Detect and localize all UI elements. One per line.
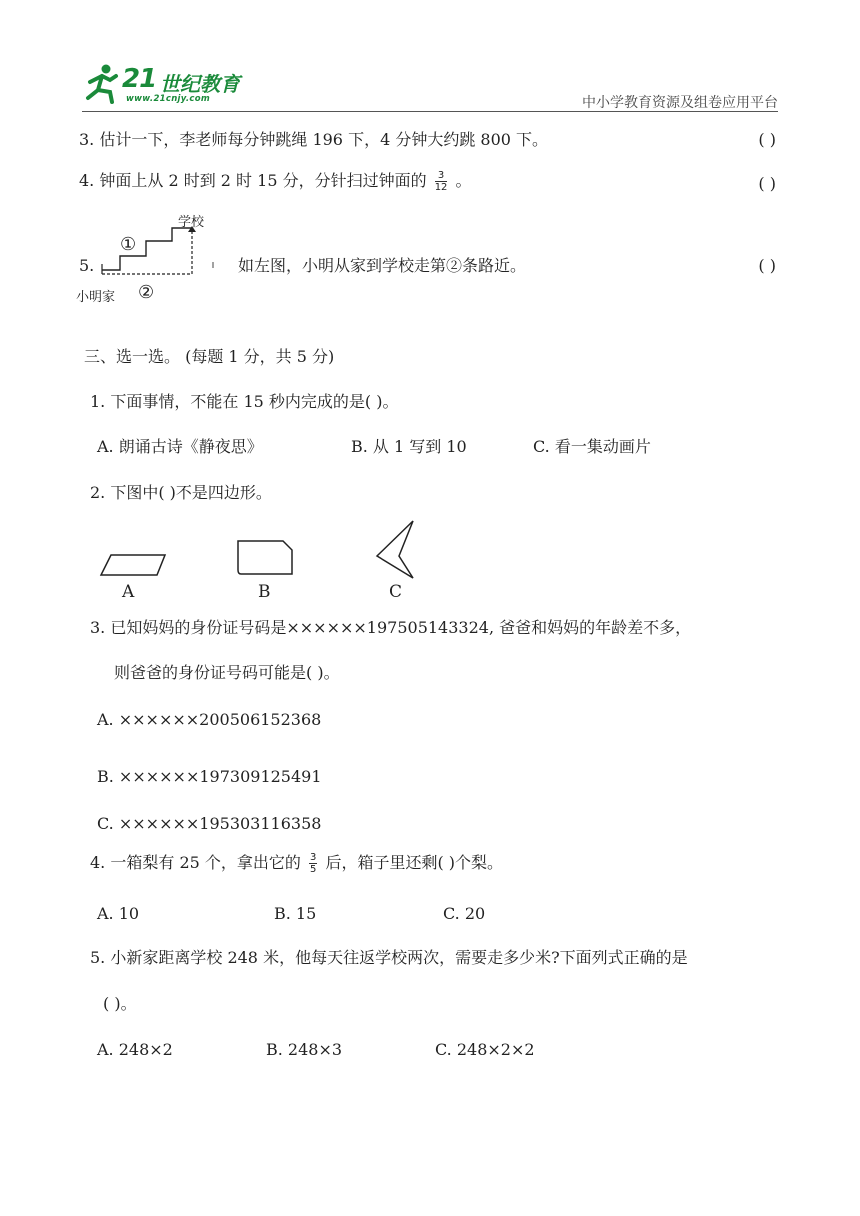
concave-shape <box>377 521 413 578</box>
logo-number: 21 <box>122 64 157 94</box>
choice-q5-option-b: B. 248×3 <box>266 1040 343 1059</box>
figure-route1-label: ① <box>120 234 137 255</box>
judge-q4-text-before: 4. 钟面上从 2 时到 2 时 15 分，分针扫过钟面的 <box>79 171 427 190</box>
pentagon-shape <box>238 541 292 574</box>
judge-q5-paren: ( ) <box>758 256 776 275</box>
fraction-denominator: 12 <box>434 182 448 193</box>
choice-q4-stem-after: 后，箱子里还剩( )个梨。 <box>325 853 504 872</box>
shape-label-c: C <box>389 582 403 602</box>
logo-text: 世纪教育 <box>160 72 240 96</box>
choice-q4-fraction <box>309 852 317 875</box>
choice-q5-option-a: A. 248×2 <box>97 1040 173 1059</box>
header-divider <box>82 111 778 112</box>
choice-q1-stem: 1. 下面事情，不能在 15 秒内完成的是( )。 <box>90 392 399 411</box>
judge-q4-fraction <box>435 170 448 193</box>
figure-school-label: 学校 <box>178 215 205 230</box>
judge-q5-text: 如左图，小明从家到学校走第②条路近。 <box>238 256 527 275</box>
fraction-numerator: 3 <box>309 852 317 863</box>
judge-q3-text: 3. 估计一下，李老师每分钟跳绳 196 下，4 分钟大约跳 800 下。 <box>79 130 549 149</box>
route-figure <box>76 208 226 304</box>
choice-q1-option-a: A. 朗诵古诗《静夜思》 <box>97 437 263 456</box>
section3-title: 三、选一选。 (每题 1 分，共 5 分) <box>84 347 335 366</box>
shapes-figure <box>95 518 425 582</box>
judge-q5-number: 5. <box>79 256 95 275</box>
choice-q3-stem-line2: 则爸爸的身份证号码可能是( )。 <box>114 663 340 682</box>
choice-q4-stem <box>90 852 503 875</box>
shape-label-a: A <box>122 582 135 602</box>
choice-q5-stem-line2: ( )。 <box>103 994 137 1013</box>
logo <box>82 62 252 106</box>
judge-q3-paren: ( ) <box>758 130 776 149</box>
judge-q4-text-after: 。 <box>455 171 472 190</box>
runner-icon <box>82 62 122 106</box>
choice-q5-stem-line1: 5. 小新家距离学校 248 米，他每天往返学校两次，需要走多少米?下面列式正确的是 <box>90 948 688 967</box>
choice-q3-option-b: B. ××××××197309125491 <box>97 767 322 786</box>
choice-q4-stem-before: 4. 一箱梨有 25 个，拿出它的 <box>90 853 301 872</box>
choice-q3-option-c: C. ××××××195303116358 <box>97 814 322 833</box>
judge-q4-paren: ( ) <box>758 174 776 193</box>
parallelogram-shape <box>101 555 165 575</box>
choice-q1-option-c: C. 看一集动画片 <box>533 437 651 456</box>
choice-q4-option-b: B. 15 <box>274 904 317 923</box>
logo-url: www.21cnjy.com <box>126 94 210 104</box>
fraction-denominator: 5 <box>309 864 317 875</box>
shape-label-b: B <box>258 582 271 602</box>
platform-name: 中小学教育资源及组卷应用平台 <box>582 95 778 111</box>
choice-q4-option-c: C. 20 <box>443 904 486 923</box>
figure-route2-label: ② <box>138 282 155 303</box>
figure-home-label: 小明家 <box>76 290 116 305</box>
choice-q4-option-a: A. 10 <box>97 904 140 923</box>
choice-q3-option-a: A. ××××××200506152368 <box>97 710 322 729</box>
choice-q5-option-c: C. 248×2×2 <box>435 1040 535 1059</box>
fraction-numerator: 3 <box>435 170 448 182</box>
judge-q4-line <box>79 170 472 193</box>
choice-q2-stem: 2. 下图中( )不是四边形。 <box>90 483 272 502</box>
choice-q1-option-b: B. 从 1 写到 10 <box>351 437 467 456</box>
choice-q3-stem-line1: 3. 已知妈妈的身份证号码是××××××197505143324, 爸爸和妈妈的年龄差不多， <box>90 618 692 637</box>
